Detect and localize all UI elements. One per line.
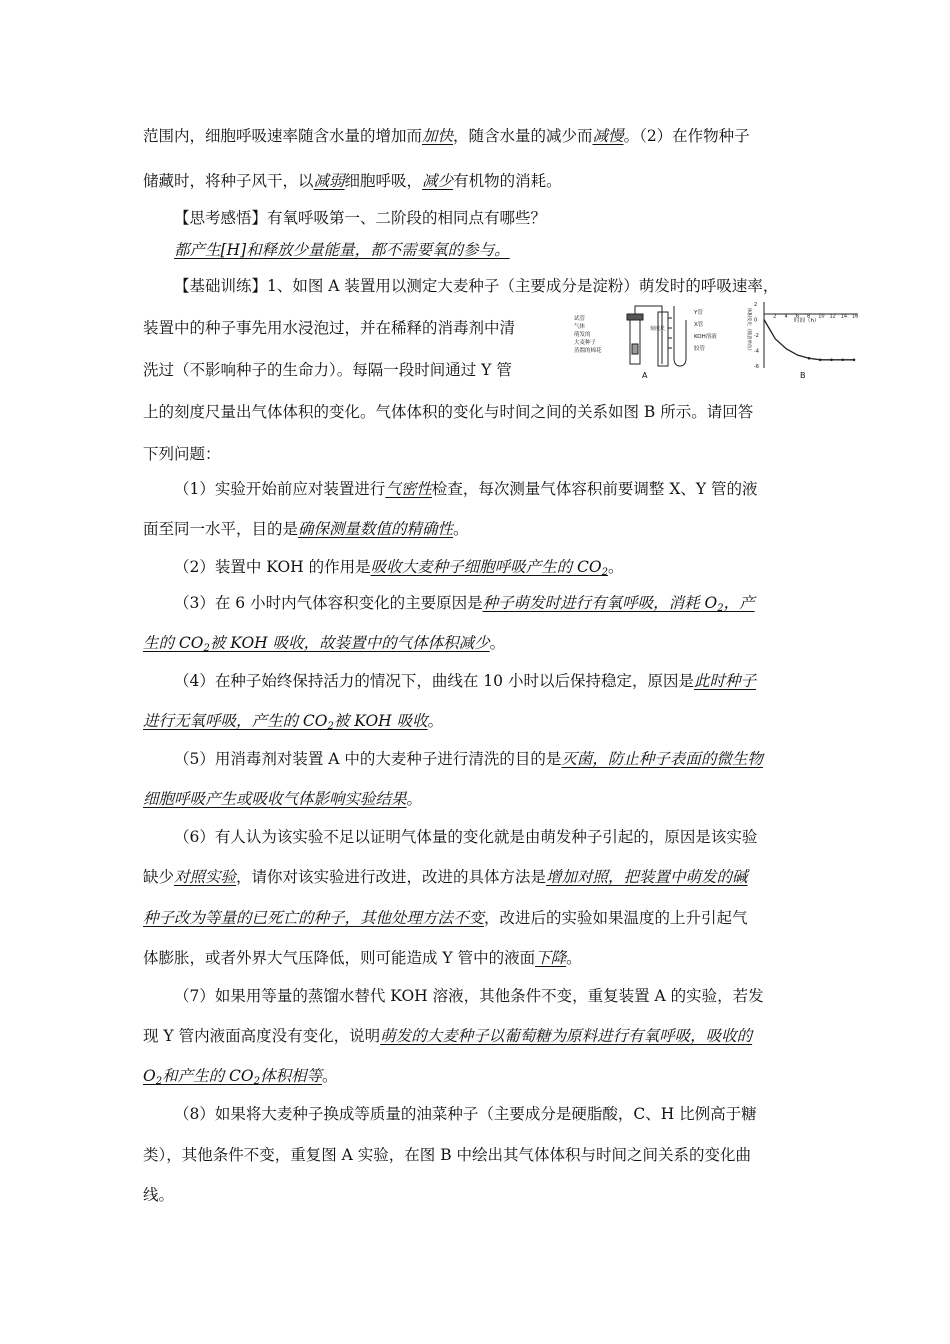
- y-tick-label: 2: [754, 302, 758, 308]
- q7-line1: （7）如果用等量的蒸馏水替代 KOH 溶液，其他条件不变，重复装置 A 的实验，若发: [174, 987, 764, 1005]
- q1-line2: 面至同一水平，目的是确保测量数值的精确性。: [143, 520, 469, 538]
- apparatus-a: [627, 306, 686, 366]
- x-tick-label: 16: [852, 313, 859, 320]
- graph-b-xlabel: 时间（h）: [794, 318, 820, 324]
- data-point: [841, 359, 844, 362]
- apparatus-a-labels: [574, 308, 717, 380]
- q1-line1: （1）实验开始前应对装置进行气密性检查，每次测量气体容积前要调整 X、Y 管的液: [174, 480, 758, 498]
- data-point: [808, 357, 811, 360]
- intro-line1: 【基础训练】1、如图 A 装置用以测定大麦种子（主要成分是淀粉）萌发时的呼吸速率，: [174, 277, 779, 295]
- answer-accuracy: 确保测量数值的精确性: [298, 520, 454, 538]
- intro-line2: 装置中的种子事先用水浸泡过，并在稀释的消毒剂中清: [143, 319, 516, 337]
- label-cotton: 蒸馏的棉花: [574, 348, 602, 354]
- think-question: 【思考感悟】有氧呼吸第一、二阶段的相同点有哪些？: [174, 209, 547, 227]
- answer-slow-down: 减慢: [592, 127, 624, 145]
- x-tick-label: 6: [795, 313, 799, 320]
- data-point: [853, 359, 856, 362]
- q8-line3: 线。: [143, 1186, 175, 1204]
- q6-line4: 体膨胀，或者外界大气压降低，则可能造成 Y 管中的液面下降。: [143, 949, 582, 967]
- q7-line3: $O_2$和产生的 $CO_2$体积相等。: [143, 1067, 338, 1087]
- graph-b-ylabel: 体积变化（随意单位）: [746, 308, 751, 353]
- answer-speed-up: 加快: [422, 127, 454, 145]
- x-tick-label: 12: [829, 313, 836, 320]
- data-point: [819, 359, 822, 362]
- intro-line3: 洗过（不影响种子的生命力）。每隔一段时间通过 Y 管: [143, 361, 512, 379]
- answer-airtightness: 气密性: [385, 480, 432, 498]
- q5-line1: （5）用消毒剂对装置 A 中的大麦种子进行清洗的目的是灭菌，防止种子表面的微生物: [174, 750, 763, 768]
- y-tick-label: -4: [754, 348, 759, 355]
- answer-koh-role: 吸收大麦种子细胞呼吸产生的 $CO_2$: [370, 558, 608, 578]
- q3-line2: 生的 $CO_2$被 KOH 吸收，故装置中的气体体积减少。: [143, 634, 506, 654]
- q4-line2: 进行无氧呼吸，产生的 $CO_2$被 KOH 吸收。: [143, 712, 444, 732]
- think-answer: 都产生[H]和释放少量能量，都不需要氧的参与。: [174, 241, 510, 259]
- test-tube: [630, 318, 640, 364]
- graph-b: [746, 302, 858, 380]
- para0-line2: 储藏时，将种子风干，以减弱细胞呼吸，减少有机物的消耗。: [143, 172, 562, 190]
- q4-line1: （4）在种子始终保持活力的情况下，曲线在 10 小时以后保持稳定，原因是此时种子: [174, 672, 756, 690]
- answer-q5-part2: 细胞呼吸产生或吸收气体影响实验结果: [143, 790, 407, 808]
- answer-q7-part2: $O_2$和产生的 $CO_2$体积相等: [143, 1067, 322, 1087]
- label-y-tube: Y管: [694, 310, 703, 316]
- data-point: [830, 359, 833, 362]
- q2-line: （2）装置中 KOH 的作用是吸收大麦种子细胞呼吸产生的 $CO_2$。: [174, 558, 624, 578]
- answer-q3-part1: 种子萌发时进行有氧呼吸，消耗 $O_2$，产: [482, 594, 755, 614]
- q6-line1: （6）有人认为该实验不足以证明气体量的变化就是由萌发种子引起的，原因是该实验: [174, 828, 758, 846]
- stopper: [627, 314, 643, 320]
- answer-control: 对照实验: [174, 868, 237, 886]
- x-tick-label: 14: [840, 313, 848, 320]
- label-hose: 胶管: [694, 346, 706, 352]
- x-tick-label: 4: [784, 313, 788, 320]
- answer-weaken: 减弱: [313, 172, 345, 190]
- label-x-tube: X管: [694, 322, 704, 328]
- q8-line1: （8）如果将大麦种子换成等质量的油菜种子（主要成分是硬脂酸，C、H 比例高于糖: [174, 1105, 757, 1123]
- ruler: [658, 312, 668, 366]
- answer-reduce: 减少: [422, 172, 454, 190]
- u-tube: [674, 306, 686, 366]
- x-tick-label: 10: [818, 313, 825, 320]
- y-tick-label: -6: [754, 364, 759, 370]
- label-ruler: 刻度尺: [650, 326, 666, 332]
- figure-b-label: B: [800, 371, 806, 380]
- answer-q7-part1: 萌发的大麦种子以葡萄糖为原料进行有氧呼吸，吸收的: [380, 1027, 753, 1045]
- q7-line2: 现 Y 管内液面高度没有变化，说明萌发的大麦种子以葡萄糖为原料进行有氧呼吸，吸收的: [143, 1027, 753, 1045]
- label-germinating: 萌发的: [574, 332, 591, 338]
- q8-line2: 类），其他条件不变，重复图 A 实验，在图 B 中绘出其气体体积与时间之间关系的变化曲: [143, 1146, 752, 1164]
- answer-q6-method-part1: 增加对照，把装置中萌发的碱: [546, 868, 748, 886]
- label-gas: 气体: [574, 324, 586, 330]
- label-barley-seeds: 大麦种子: [574, 340, 597, 346]
- answer-q5-part1: 灭菌，防止种子表面的微生物: [561, 750, 763, 768]
- intro-line4: 上的刻度尺量出气体体积的变化。气体体积的变化与时间之间的关系如图 B 所示。请回答: [143, 403, 754, 421]
- answer-fall: 下降: [535, 949, 567, 967]
- y-tick-label: -2: [754, 333, 759, 339]
- experiment-figure: [572, 300, 862, 382]
- answer-q6-method-part2: 种子改为等量的已死亡的种子，其他处理方法不变: [143, 909, 485, 927]
- intro-line5: 下列问题：: [143, 445, 221, 463]
- seeds: [632, 344, 638, 354]
- series-line: [764, 320, 854, 360]
- y-tick-label: 0: [754, 317, 758, 324]
- q5-line2: 细胞呼吸产生或吸收气体影响实验结果。: [143, 790, 423, 808]
- q6-line3: 种子改为等量的已死亡的种子，其他处理方法不变，改进后的实验如果温度的上升引起气: [143, 909, 748, 927]
- label-koh: KOH溶液: [694, 334, 717, 340]
- figure-a-label: A: [642, 371, 648, 380]
- answer-q4-part1: 此时种子: [693, 672, 756, 690]
- answer-q3-part2: 生的 $CO_2$被 KOH 吸收，故装置中的气体体积减少: [143, 634, 490, 654]
- x-tick-label: 8: [807, 313, 811, 320]
- q3-line1: （3）在 6 小时内气体容积变化的主要原因是种子萌发时进行有氧呼吸，消耗 $O_2$，产: [174, 594, 755, 614]
- answer-q4-part2: 进行无氧呼吸，产生的 $CO_2$被 KOH 吸收: [143, 712, 428, 732]
- label-test-tube: 试管: [574, 316, 586, 322]
- q6-line2: 缺少对照实验，请你对该实验进行改进，改进的具体方法是增加对照，把装置中萌发的碱: [143, 868, 748, 886]
- x-tick-label: 2: [773, 313, 777, 320]
- para0-line1: 范围内，细胞呼吸速率随含水量的增加而加快，随含水量的减少而减慢。（2）在作物种子: [143, 127, 750, 145]
